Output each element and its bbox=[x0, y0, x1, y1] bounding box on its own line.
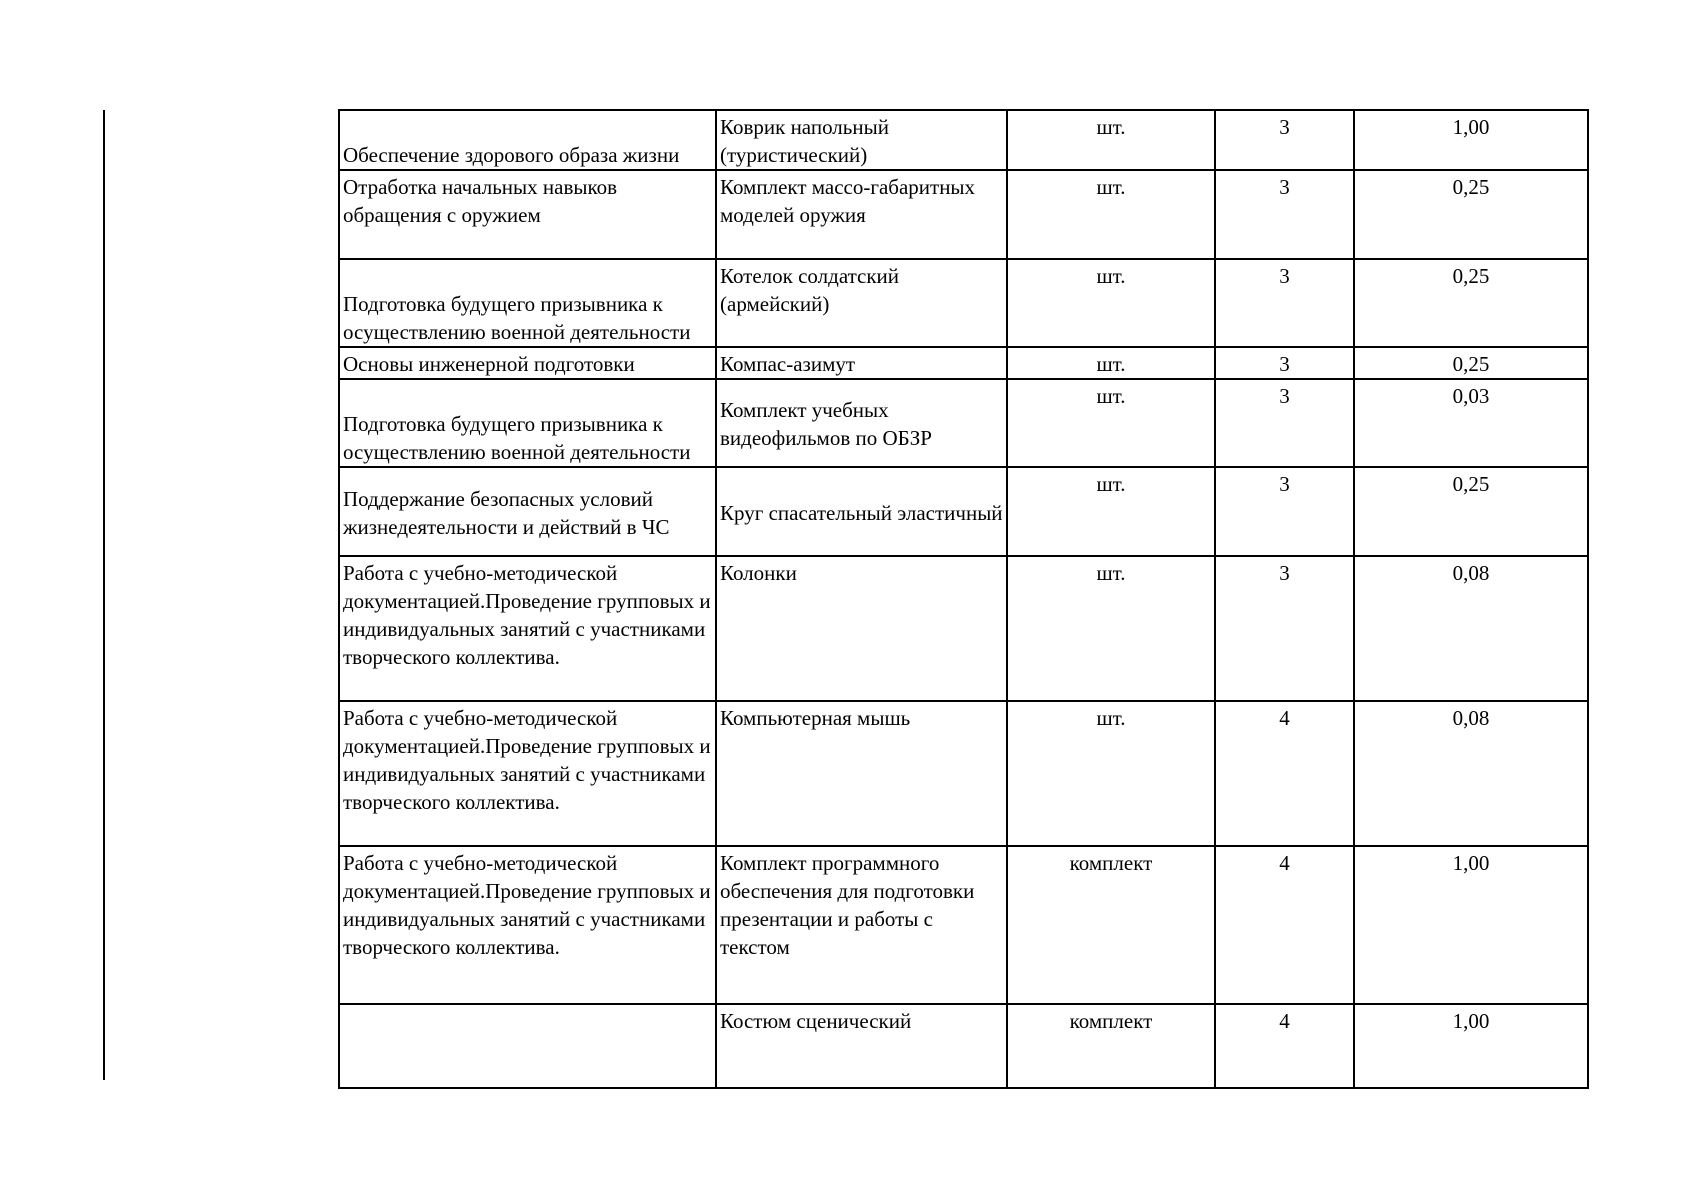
activity-cell: Отработка начальных навыков обращения с оружием bbox=[339, 170, 716, 259]
table-row bbox=[339, 379, 1588, 467]
item-cell: Комплект учебных видеофильмов по ОБЗР bbox=[716, 379, 1007, 467]
table-row bbox=[339, 347, 1588, 379]
value-cell: 0,08 bbox=[1354, 701, 1588, 846]
unit-cell: шт. bbox=[1007, 170, 1215, 259]
activity-cell: Основы инженерной подготовки bbox=[339, 347, 716, 379]
item-cell: Коврик напольный (туристический) bbox=[716, 110, 1007, 170]
table-row bbox=[339, 170, 1588, 259]
unit-cell: шт. bbox=[1007, 110, 1215, 170]
quantity-cell: 4 bbox=[1215, 701, 1354, 846]
quantity-cell: 3 bbox=[1215, 170, 1354, 259]
quantity-cell: 3 bbox=[1215, 347, 1354, 379]
quantity-cell: 3 bbox=[1215, 556, 1354, 701]
table-row bbox=[339, 467, 1588, 556]
activity-cell: Подготовка будущего призывника к осуществлению военной деятельности bbox=[339, 259, 716, 347]
table-row bbox=[339, 110, 1588, 170]
page-margin-line bbox=[103, 110, 105, 1080]
quantity-cell: 3 bbox=[1215, 110, 1354, 170]
activity-cell: Работа с учебно-методической документацией.Проведение групповых и индивидуальных занятий с участниками творческого коллектива. bbox=[339, 846, 716, 1004]
item-cell: Комплект программного обеспечения для подготовки презентации и работы с текстом bbox=[716, 846, 1007, 1004]
value-cell: 0,08 bbox=[1354, 556, 1588, 701]
unit-cell: комплект bbox=[1007, 846, 1215, 1004]
item-cell: Котелок солдатский (армейский) bbox=[716, 259, 1007, 347]
quantity-cell: 4 bbox=[1215, 846, 1354, 1004]
quantity-cell: 4 bbox=[1215, 1004, 1354, 1088]
activity-cell: Работа с учебно-методической документацией.Проведение групповых и индивидуальных занятий с участниками творческого коллектива. bbox=[339, 556, 716, 701]
value-cell: 0,03 bbox=[1354, 379, 1588, 467]
unit-cell: шт. bbox=[1007, 467, 1215, 556]
activity-cell: Поддержание безопасных условий жизнедеятельности и действий в ЧС bbox=[339, 467, 716, 556]
unit-cell: шт. bbox=[1007, 556, 1215, 701]
table-row bbox=[339, 846, 1588, 1004]
table-row bbox=[339, 1004, 1588, 1088]
item-cell: Компьютерная мышь bbox=[716, 701, 1007, 846]
table-row bbox=[339, 259, 1588, 347]
unit-cell: шт. bbox=[1007, 259, 1215, 347]
activity-cell: Работа с учебно-методической документацией.Проведение групповых и индивидуальных занятий с участниками творческого коллектива. bbox=[339, 701, 716, 846]
value-cell: 0,25 bbox=[1354, 467, 1588, 556]
item-cell: Костюм сценический bbox=[716, 1004, 1007, 1088]
quantity-cell: 3 bbox=[1215, 379, 1354, 467]
item-cell: Колонки bbox=[716, 556, 1007, 701]
table-row bbox=[339, 701, 1588, 846]
activity-cell bbox=[339, 1004, 716, 1088]
unit-cell: шт. bbox=[1007, 379, 1215, 467]
activity-cell: Подготовка будущего призывника к осуществлению военной деятельности bbox=[339, 379, 716, 467]
value-cell: 1,00 bbox=[1354, 110, 1588, 170]
unit-cell: комплект bbox=[1007, 1004, 1215, 1088]
unit-cell: шт. bbox=[1007, 701, 1215, 846]
item-cell: Круг спасательный эластичный bbox=[716, 467, 1007, 556]
value-cell: 0,25 bbox=[1354, 170, 1588, 259]
activity-cell: Обеспечение здорового образа жизни bbox=[339, 110, 716, 170]
value-cell: 0,25 bbox=[1354, 347, 1588, 379]
value-cell: 1,00 bbox=[1354, 846, 1588, 1004]
quantity-cell: 3 bbox=[1215, 467, 1354, 556]
value-cell: 0,25 bbox=[1354, 259, 1588, 347]
item-cell: Компас-азимут bbox=[716, 347, 1007, 379]
unit-cell: шт. bbox=[1007, 347, 1215, 379]
value-cell: 1,00 bbox=[1354, 1004, 1588, 1088]
quantity-cell: 3 bbox=[1215, 259, 1354, 347]
table-row bbox=[339, 556, 1588, 701]
item-cell: Комплект массо-габаритных моделей оружия bbox=[716, 170, 1007, 259]
equipment-table bbox=[338, 109, 1589, 1089]
